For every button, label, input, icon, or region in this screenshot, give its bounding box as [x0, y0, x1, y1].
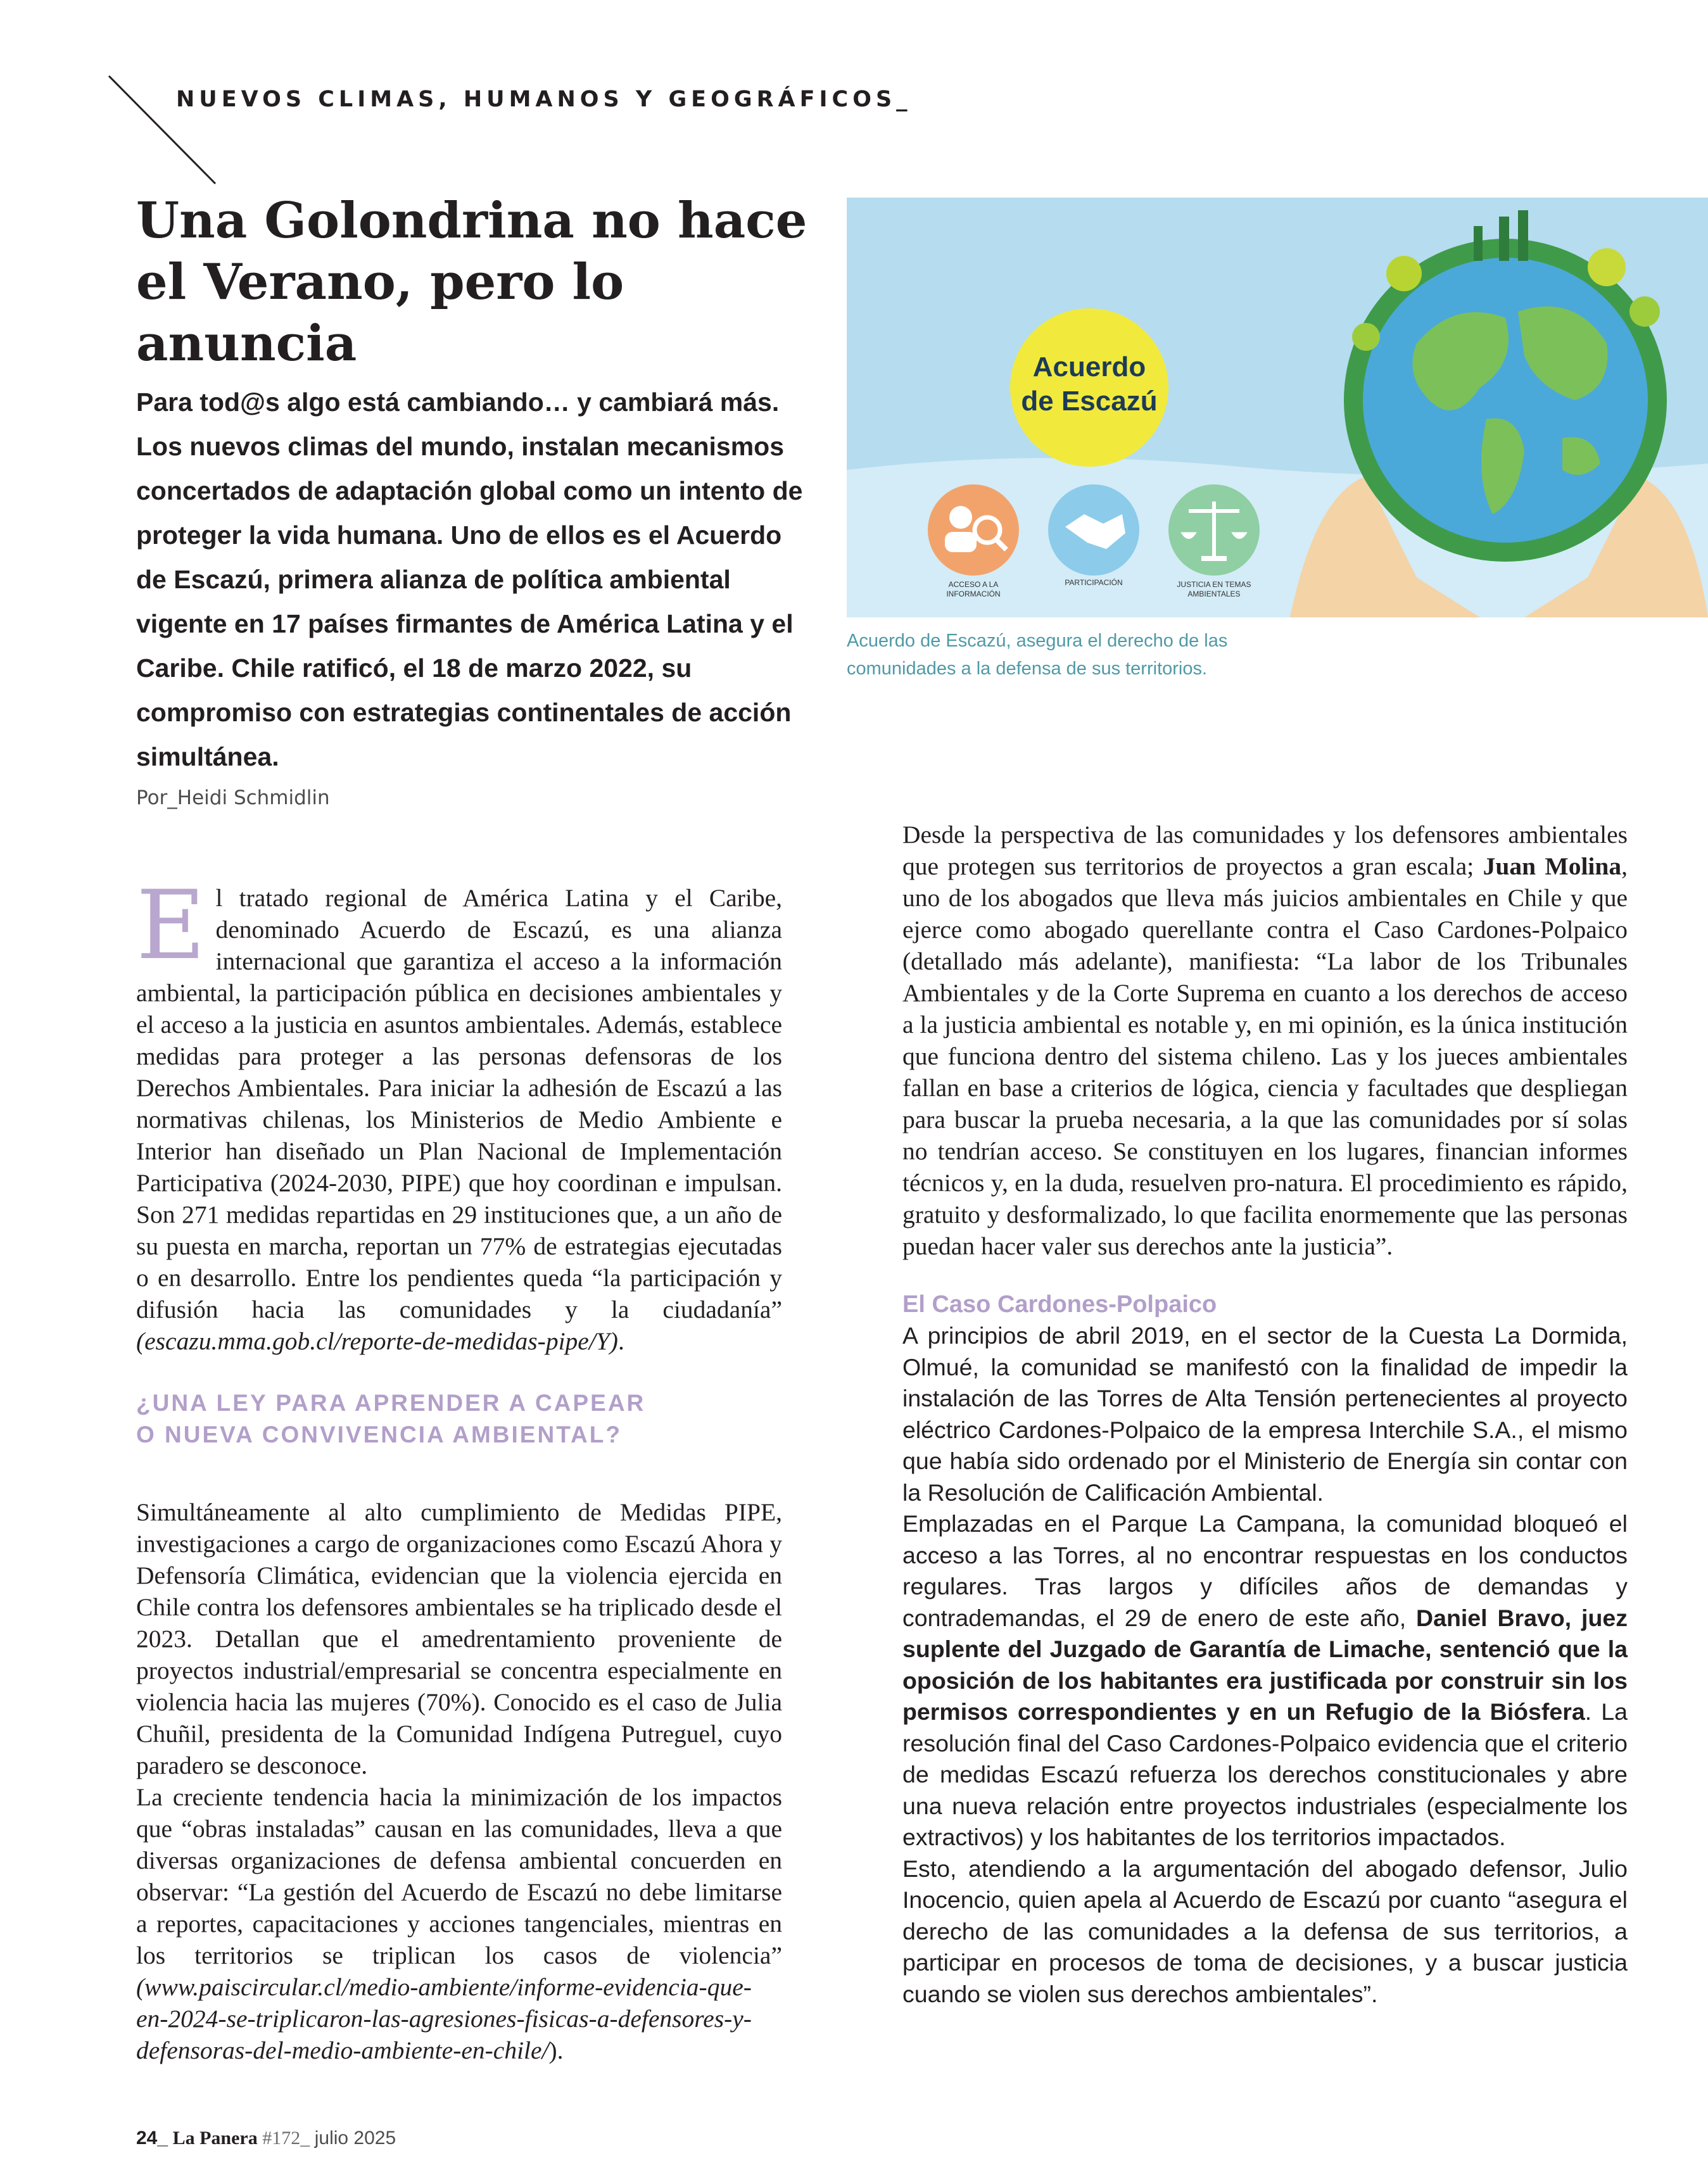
escazu-agreement-illustration	[847, 198, 1708, 617]
svg-text:ACCESO A LA: ACCESO A LA	[948, 580, 999, 589]
body-paragraph: Simultáneamente al alto cumplimiento de Medidas PIPE, investigaciones a cargo de organizaciones como Escazú Ahora y Defensoría Climática, evidencian que la violencia ejercida en Chile contra los defensores ambientales se ha triplicado desde el 2023. Detallan que el amedrentamiento proveniente de proyectos industrial/empresarial se concentra especialmente en violencia hacia las mujeres (70%). Conocido es el caso de Julia Chuñil, presidenta de la Comunidad Indígena Putreguel, cuyo paradero se desconoce.	[136, 1498, 782, 1779]
page-number: 24_	[136, 2128, 168, 2149]
article-lede: Para tod@s algo está cambiando… y cambiará más. Los nuevos climas del mundo, instalan mecanismos concertados de adaptación global como un intento de proteger la vida humana. Uno de ellos es el Acuerdo de Escazú, primera alianza de política ambiental vigente en 17 países firmantes de América Latina y el Caribe. Chile ratificó, el 18 de marzo 2022, su compromiso con estrategias continentales de acción simultánea.	[136, 388, 803, 771]
figure-caption: Acuerdo de Escazú, asegura el derecho de las comunidades a la defensa de sus territorios.	[847, 631, 1228, 679]
issue-date: julio 2025	[314, 2128, 396, 2149]
svg-text:Acuerdo: Acuerdo	[1032, 351, 1146, 382]
paiscircular-link[interactable]: (www.paiscircular.cl/medio-ambiente/informe-evidencia-que-en-2024-se-triplicaron-las-agresiones-fisicas-a-defensores-y-defensoras-del-medio-ambiente-en-chile/	[136, 1973, 752, 2064]
right-column	[902, 819, 1628, 2010]
article-title: Una Golondrina no hace el Verano, pero lo anuncia	[136, 192, 807, 372]
case-subheading: El Caso Cardones-Polpaico	[902, 1291, 1217, 1318]
svg-text:de Escazú: de Escazú	[1021, 386, 1158, 417]
body-paragraph: Desde la perspectiva de las comunidades y los defensores ambientales que protegen sus territorios de proyectos a gran escala; Juan Molina, uno de los abogados que lleva más juicios ambientales en Chile y que ejerce como abogado querellante contra el Caso Cardones-Polpaico (detallado más adelante), manifiesta: “La labor de los Tribunales Ambientales y de la Corte Suprema en cuanto a los derechos de acceso a la justicia ambiental es notable y, en mi opinión, es la única institución que funciona dentro del sistema chileno. Las y los jueces ambientales fallan en base a criterios de lógica, ciencia y facultades que despliegan para buscar la prueba necesaria, a la que las comunidades por sí solas no tendrían acceso. Se constituyen en los lugares, financian informes técnicos y, en la duda, resuelven pro-natura. El procedimiento es rápido, gratuito y desformalizado, lo que facilita enormemente que las personas puedan hacer valer sus derechos ante la justicia”.	[902, 821, 1628, 1260]
issue-number: #172_	[262, 2128, 310, 2149]
svg-text:INFORMACIÓN: INFORMACIÓN	[946, 590, 1001, 598]
person-name: Daniel Bravo	[1416, 1604, 1565, 1631]
magazine-name: La Panera	[172, 2128, 258, 2149]
body-paragraph: A principios de abril 2019, en el sector de la Cuesta La Dormida, Olmué, la comunidad se manifestó con la finalidad de impedir la instalación de las Torres de Alta Tensión pertenecientes al proyecto eléctrico Cardones-Polpaico de la empresa Interchile S.A., el mismo que había sido ordenado por el Ministerio de Energía sin contar con la Resolución de Calificación Ambiental.	[902, 1322, 1628, 1506]
section-subheading: ¿UNA LEY PARA APRENDER A CAPEAR O NUEVA CONVIVENCIA AMBIENTAL?	[136, 1390, 646, 1448]
svg-text:AMBIENTALES: AMBIENTALES	[1187, 590, 1241, 598]
drop-cap: E	[136, 871, 206, 981]
pipe-report-link[interactable]: (escazu.mma.gob.cl/reporte-de-medidas-pipe/Y)	[136, 1327, 618, 1355]
page-footer	[136, 2128, 396, 2149]
body-paragraph: Emplazadas en el Parque La Campana, la comunidad bloqueó el acceso a las Torres, al no encontrar respuestas en los conductos regulares. Tras largos y difíciles años de demandas y contrademandas, el 29 de enero de este año, Daniel Bravo, juez suplente del Juzgado de Garantía de Limache, sentenció que la oposición de los habitantes era justificada por construir sin los permisos correspondientes y en un Refugio de la Biósfera. La resolución final del Caso Cardones-Polpaico evidencia que el criterio de medidas Escazú refuerza los derechos constitucionales y abre una nueva relación entre proyectos industriales (especialmente los extractivos) y los habitantes de los territorios impactados.	[902, 1510, 1628, 1850]
case-section	[902, 1320, 1628, 2010]
scales-of-justice-icon	[1168, 484, 1260, 598]
body-paragraph: Esto, atendiendo a la argumentación del abogado defensor, Julio Inocencio, quien apela al Acuerdo de Escazú por cuanto “asegura el derecho de las comunidades a la defensa de sus territorios, a participar en procesos de toma de decisiones, y a buscar justicia cuando se violen sus derechos ambientales”.	[902, 1855, 1628, 2007]
person-name: Juan Molina	[1483, 852, 1622, 880]
intro-paragraph: El tratado regional de América Latina y el Caribe, denominado Acuerdo de Escazú, es una alianza internacional que garantiza el acceso a la información ambiental, la participación pública en decisiones ambientales y el acceso a la justicia en asuntos ambientales. Además, establece medidas para proteger a las personas defensoras de los Derechos Ambientales. Para iniciar la adhesión de Escazú a las normativas chilenas, los Ministerios de Medio Ambiente e Interior han diseñado un Plan Nacional de Implementación Participativa (2024-2030, PIPE) que hoy coordinan e impulsan. Son 271 medidas repartidas en 29 instituciones que, a un año de su puesta en marcha, reportan un 77% de estrategias ejecutadas o en desarrollo. Entre los pendientes queda “la participación y difusión hacia las comunidades y la ciudadanía” (escazu.mma.gob.cl/reporte-de-medidas-pipe/Y).	[136, 871, 782, 1355]
body-paragraph: La creciente tendencia hacia la minimización de los impactos que “obras instaladas” causan en las comunidades, lleva a que diversas organizaciones de defensa ambiental concuerden en observar: “La gestión del Acuerdo de Escazú no debe limitarse a reportes, capacitaciones y acciones tangenciales, mientras en los territorios se triplican los casos de violencia” (www.paiscircular.cl/medio-ambiente/informe-evidencia-que-en-2024-se-triplicaron-las-agresiones-fisicas-a-defensores-y-defensoras-del-medio-ambiente-en-chile/).	[136, 1783, 782, 2064]
left-column	[136, 871, 782, 2066]
byline: Por_Heidi Schmidlin	[136, 786, 330, 809]
escazu-badge	[1010, 308, 1168, 467]
section-label: NUEVOS CLIMAS, HUMANOS Y GEOGRÁFICOS_	[176, 87, 912, 112]
svg-text:PARTICIPACIÓN: PARTICIPACIÓN	[1065, 578, 1123, 587]
svg-text:JUSTICIA EN TEMAS: JUSTICIA EN TEMAS	[1177, 580, 1251, 589]
